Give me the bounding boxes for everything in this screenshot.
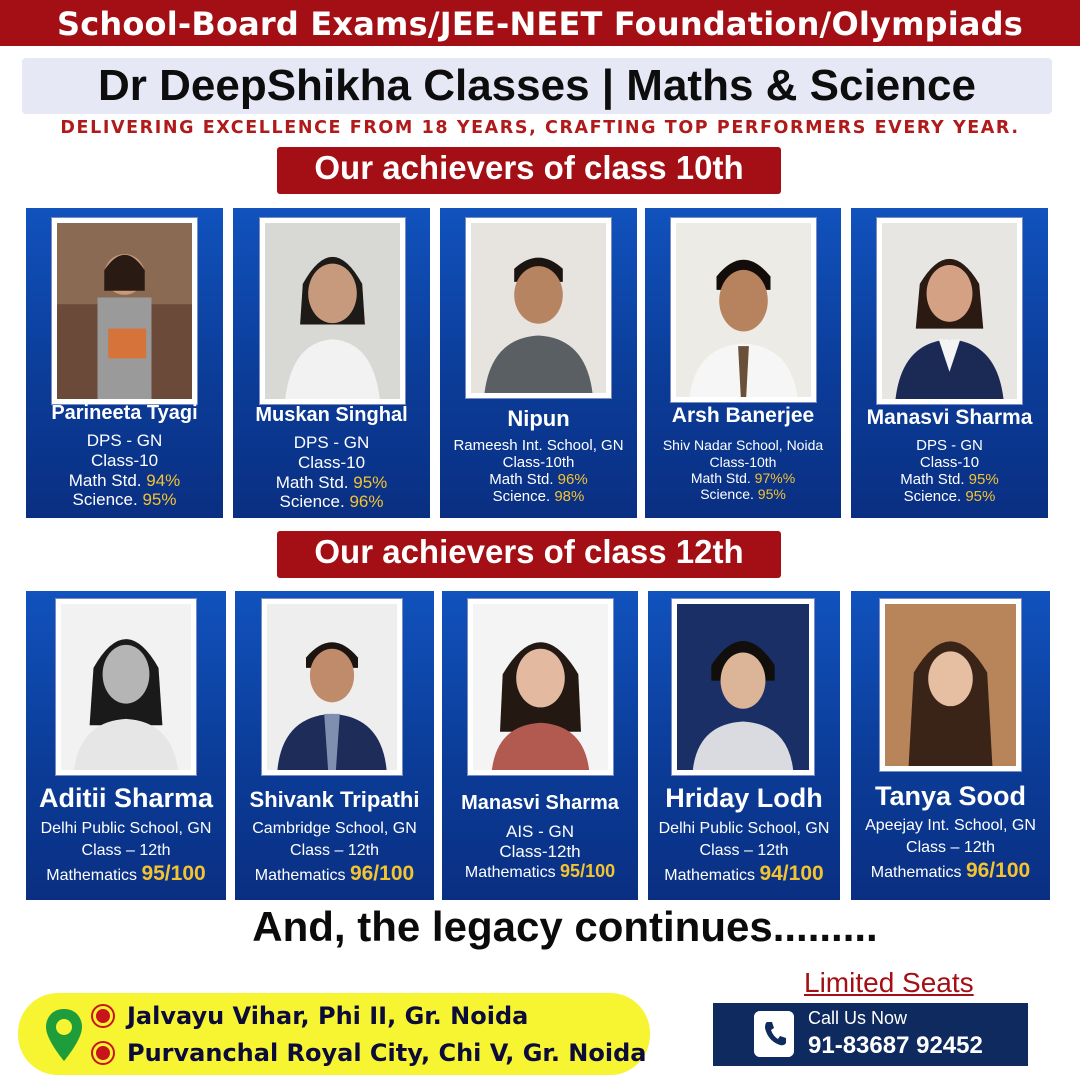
bullet-icon — [93, 1043, 113, 1063]
math-score: 94% — [146, 471, 181, 490]
math-score-line — [442, 861, 638, 882]
math-label: Math Std. — [489, 471, 554, 488]
student-name: Nipun — [507, 406, 570, 431]
achiever-card — [851, 208, 1048, 518]
student-class: Class-10th — [502, 454, 575, 471]
student-name: Tanya Sood — [874, 781, 1027, 811]
student-class: Class-10 — [919, 454, 980, 471]
math-score-line — [26, 471, 223, 491]
student-name: Arsh Banerjee — [671, 404, 815, 427]
science-score-line — [851, 488, 1048, 505]
science-score-line — [440, 488, 637, 505]
science-score: 95% — [142, 490, 177, 509]
math-score-line — [851, 471, 1048, 488]
student-name: Manasvi Sharma — [866, 406, 1033, 429]
phone-icon — [754, 1011, 794, 1057]
math-label: Math Std. — [900, 471, 965, 488]
science-score-line — [26, 490, 223, 510]
science-label: Science. — [72, 490, 138, 509]
math-score: 96% — [557, 471, 588, 488]
math-score-line — [645, 470, 841, 486]
math-score: 95% — [353, 473, 388, 492]
subject-label: Mathematics — [464, 864, 556, 881]
banner: School-Board Exams/JEE-NEET Foundation/Olympiads — [0, 0, 1080, 46]
student-photo — [880, 599, 1021, 771]
math-score: 95% — [968, 471, 999, 488]
achiever-card — [440, 208, 637, 518]
limited-seats: Limited Seats — [804, 967, 974, 998]
math-score: 95/100 — [141, 862, 206, 885]
subject-label: Mathematics — [664, 867, 755, 884]
student-photo — [466, 218, 611, 398]
student-name: Manasvi Sharma — [461, 792, 619, 814]
page-title: Dr DeepShikha Classes | Maths & Science — [22, 58, 1052, 114]
class10-heading: Our achievers of class 10th — [277, 147, 781, 194]
science-score-line — [233, 492, 430, 512]
math-score-line — [440, 471, 637, 488]
math-score-line — [233, 473, 430, 493]
student-class: Class – 12th — [906, 839, 995, 856]
student-class: Class – 12th — [290, 842, 379, 859]
math-label: Math Std. — [68, 471, 142, 490]
legacy-text: And, the legacy continues......... — [252, 903, 878, 950]
achiever-card — [233, 208, 430, 518]
achiever-card — [26, 591, 226, 900]
student-school: Shiv Nadar School, Noida — [662, 437, 824, 453]
achiever-card — [442, 591, 638, 900]
class12-heading: Our achievers of class 12th — [277, 531, 781, 578]
achiever-card — [648, 591, 840, 900]
call-label: Call Us Now — [808, 1008, 908, 1028]
student-school: DPS - GN — [916, 437, 983, 454]
student-photo — [672, 599, 814, 775]
subject-label: Mathematics — [870, 864, 962, 881]
bullet-icon — [93, 1006, 113, 1026]
math-score-line — [851, 859, 1050, 883]
math-score: 96/100 — [349, 862, 415, 885]
math-score: 96/100 — [965, 859, 1031, 882]
science-label: Science. — [279, 492, 345, 511]
student-name: Parineeta Tyagi — [51, 402, 198, 424]
subject-label: Mathematics — [46, 867, 137, 884]
science-score: 95% — [757, 486, 786, 502]
subject-label: Mathematics — [254, 867, 346, 884]
student-photo — [52, 218, 197, 404]
student-photo — [56, 599, 196, 775]
student-photo — [468, 599, 613, 775]
student-school: DPS - GN — [86, 431, 163, 450]
math-score-line — [26, 862, 226, 886]
math-score-line — [235, 862, 434, 886]
address-line-1: Jalvayu Vihar, Phi II, Gr. Noida — [127, 1002, 529, 1030]
achiever-card — [851, 591, 1050, 900]
student-school: DPS - GN — [293, 433, 370, 452]
phone-number[interactable]: 91-83687 92452 — [808, 1032, 983, 1059]
math-score: 95/100 — [560, 861, 616, 881]
student-class: Class – 12th — [699, 842, 789, 859]
student-photo — [260, 218, 405, 404]
science-label: Science. — [903, 488, 962, 505]
address-line-2: Purvanchal Royal City, Chi V, Gr. Noida — [127, 1039, 647, 1067]
science-label: Science. — [700, 486, 754, 502]
math-label: Math Std. — [275, 473, 349, 492]
science-score-line — [645, 486, 841, 502]
math-score: 97%% — [754, 470, 796, 486]
tagline: DELIVERING EXCELLENCE FROM 18 YEARS, CRAFTING TOP PERFORMERS EVERY YEAR. — [60, 118, 1020, 138]
map-pin-icon — [44, 1007, 84, 1063]
achiever-card — [645, 208, 841, 518]
math-label: Math Std. — [690, 470, 751, 486]
science-score: 96% — [349, 492, 384, 511]
student-school: Rameesh Int. School, GN — [453, 437, 624, 454]
student-school: Cambridge School, GN — [252, 820, 417, 837]
science-score: 98% — [554, 488, 585, 505]
achiever-card — [26, 208, 223, 518]
student-school: Delhi Public School, GN — [658, 820, 830, 837]
achiever-card — [235, 591, 434, 900]
student-name: Aditii Sharma — [38, 783, 214, 813]
science-score: 95% — [965, 488, 996, 505]
student-photo — [671, 218, 816, 402]
math-score: 94/100 — [759, 862, 824, 885]
student-school: Delhi Public School, GN — [40, 820, 212, 837]
student-class: Class-10 — [90, 451, 159, 470]
student-name: Hriday Lodh — [665, 783, 823, 813]
student-class: Class-10 — [297, 453, 366, 472]
student-school: AIS - GN — [505, 822, 574, 841]
student-class: Class – 12th — [81, 842, 171, 859]
student-school: Apeejay Int. School, GN — [865, 817, 1036, 834]
student-class: Class-12th — [499, 842, 581, 861]
math-score-line — [648, 862, 840, 886]
student-photo — [262, 599, 402, 775]
science-label: Science. — [492, 488, 551, 505]
student-photo — [877, 218, 1022, 404]
student-name: Shivank Tripathi — [249, 787, 420, 812]
student-name: Muskan Singhal — [255, 404, 408, 426]
student-class: Class-10th — [709, 454, 777, 470]
